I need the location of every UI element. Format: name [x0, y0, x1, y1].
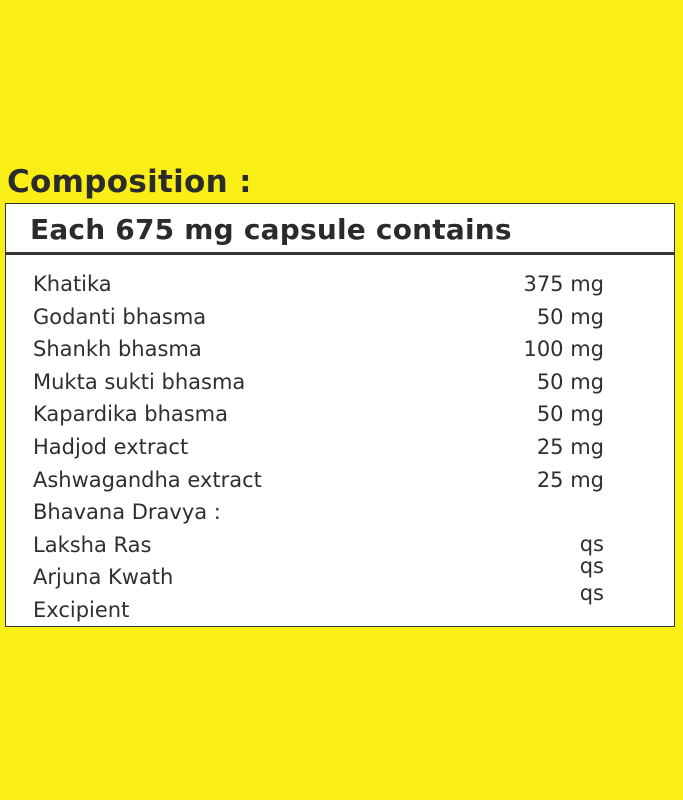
title-divider [6, 252, 674, 255]
ingredient-name: Mukta sukti bhasma [33, 370, 246, 394]
ingredient-amount: 50 mg [536, 370, 604, 394]
ingredient-row-laksha-ras [6, 529, 674, 561]
ingredient-amount: qs [579, 581, 604, 605]
ingredient-amount: qs [579, 532, 604, 556]
composition-heading: Composition : [7, 164, 252, 200]
ingredient-row-ashwagandha-extract [6, 464, 674, 496]
ingredient-row-hadjod-extract [6, 431, 674, 463]
ingredient-name: Excipient [33, 598, 130, 622]
ingredient-name: Laksha Ras [33, 533, 152, 557]
composition-panel [5, 203, 675, 627]
ingredient-name: Shankh bhasma [33, 337, 202, 361]
ingredient-name: Godanti bhasma [33, 305, 207, 329]
ingredient-row-excipient [6, 581, 674, 626]
ingredient-row-kapardika-bhasma [6, 398, 674, 430]
ingredient-amount: 100 mg [523, 337, 604, 361]
ingredient-name: Ashwagandha extract [33, 468, 262, 492]
ingredient-row-shankh-bhasma [6, 333, 674, 365]
ingredient-amount: qs [579, 554, 604, 578]
ingredient-amount: 25 mg [536, 435, 604, 459]
ingredient-name: Arjuna Kwath [33, 565, 174, 589]
ingredient-name: Kapardika bhasma [33, 402, 229, 426]
ingredient-amount: 25 mg [536, 468, 604, 492]
ingredient-row-arjuna-kwath [6, 554, 674, 593]
ingredient-row-bhavana-dravya [6, 496, 674, 528]
capsule-contents-title: Each 675 mg capsule contains [30, 213, 512, 246]
ingredient-name: Hadjod extract [33, 435, 189, 459]
ingredient-name: Khatika [33, 272, 112, 296]
ingredient-amount: 50 mg [536, 402, 604, 426]
ingredient-row-khatika [6, 268, 674, 300]
ingredient-amount: 50 mg [536, 305, 604, 329]
ingredient-row-godanti-bhasma [6, 301, 674, 333]
ingredient-row-mukta-sukti-bhasma [6, 366, 674, 398]
ingredient-name: Bhavana Dravya : [33, 500, 221, 524]
ingredient-amount: 375 mg [523, 272, 604, 296]
